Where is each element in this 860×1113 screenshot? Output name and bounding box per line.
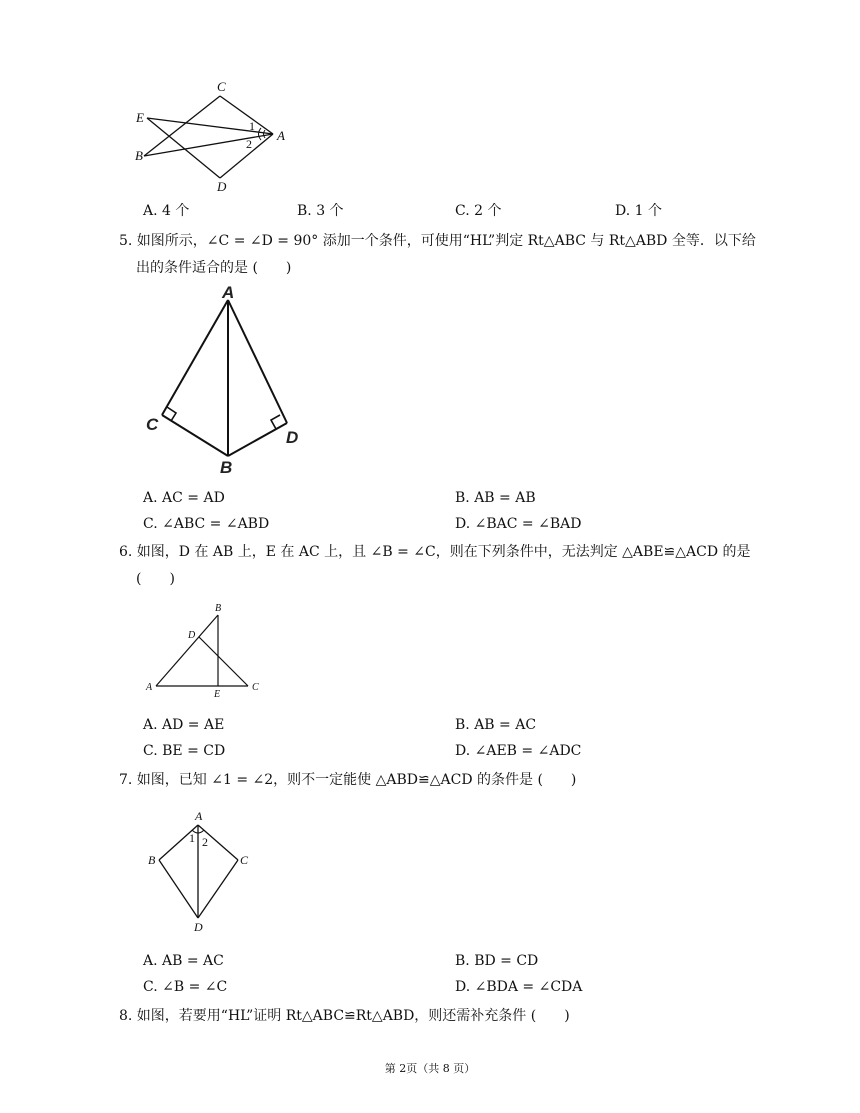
q7-label-c: C [240, 853, 249, 867]
q4-angle-2: 2 [246, 137, 252, 151]
q6-stem-line1: 6. 如图，D 在 AB 上，E 在 AC 上，且 ∠B = ∠C，则在下列条件中，无法判定 △ABE≌△ACD 的是 [119, 544, 751, 560]
q7-label-d: D [194, 920, 203, 934]
q7-stem-line1: 7. 如图，已知 ∠1 = ∠2，则不一定能使 △ABD≌△ACD 的条件是 ( ) [119, 772, 577, 788]
q6-label-d: D [188, 630, 196, 641]
q5-figure [140, 280, 320, 480]
q6-option-b: B. AB = AC [455, 717, 537, 733]
q5-label-a: A [222, 283, 235, 302]
q7-option-d: D. ∠BDA = ∠CDA [455, 979, 583, 995]
q4-label-d: D [217, 179, 227, 194]
q6-label-e: E [214, 689, 221, 700]
q6-label-a: A [146, 682, 153, 693]
q7-angle-2: 2 [202, 835, 208, 849]
q5-stem-line2: 出的条件适合的是 ( ) [136, 260, 292, 276]
q5-stem-line1: 5. 如图所示，∠C = ∠D = 90° 添加一个条件，可使用“HL”判定 Rt△ABC 与 Rt△ABD 全等．以下给 [119, 233, 756, 249]
q6-label-b: B [215, 603, 222, 614]
q6-option-a: A. AD = AE [143, 717, 225, 733]
q6-option-c: C. BE = CD [143, 743, 226, 759]
q7-option-c: C. ∠B = ∠C [143, 979, 228, 995]
q5-option-d: D. ∠BAC = ∠BAD [455, 516, 582, 532]
q4-figure [125, 75, 300, 200]
q7-option-b: B. BD = CD [455, 953, 539, 969]
q4-label-b: B [135, 148, 143, 163]
q4-label-c: C [217, 79, 226, 94]
q4-option-a: A. 4 个 [143, 203, 190, 219]
q8-stem-line1: 8. 如图，若要用“HL”证明 Rt△ABC≌Rt△ABD，则还需补充条件 ( ) [119, 1008, 570, 1024]
q6-option-d: D. ∠AEB = ∠ADC [455, 743, 582, 759]
q7-label-a: A [195, 809, 203, 823]
q7-label-b: B [148, 853, 156, 867]
q4-option-b: B. 3 个 [297, 203, 344, 219]
q5-option-a: A. AC = AD [143, 490, 225, 506]
q5-option-b: B. AB = AB [455, 490, 536, 506]
q6-stem-line2: ( ) [136, 571, 175, 587]
q5-option-c: C. ∠ABC = ∠ABD [143, 516, 270, 532]
q4-option-d: D. 1 个 [615, 203, 662, 219]
q6-label-c: C [252, 682, 259, 693]
q5-label-d: D [286, 428, 299, 447]
q4-label-e: E [136, 110, 144, 125]
q7-angle-1: 1 [189, 831, 195, 845]
q5-label-c: C [146, 415, 159, 434]
q4-option-c: C. 2 个 [455, 203, 502, 219]
q5-label-b: B [220, 458, 233, 477]
q4-angle-1: 1 [249, 119, 255, 133]
q7-figure [140, 805, 260, 935]
q7-option-a: A. AB = AC [143, 953, 224, 969]
q4-label-a: A [277, 128, 285, 143]
page-footer: 第 2页（共 8 页） [384, 1062, 476, 1075]
q6-figure [140, 598, 270, 703]
